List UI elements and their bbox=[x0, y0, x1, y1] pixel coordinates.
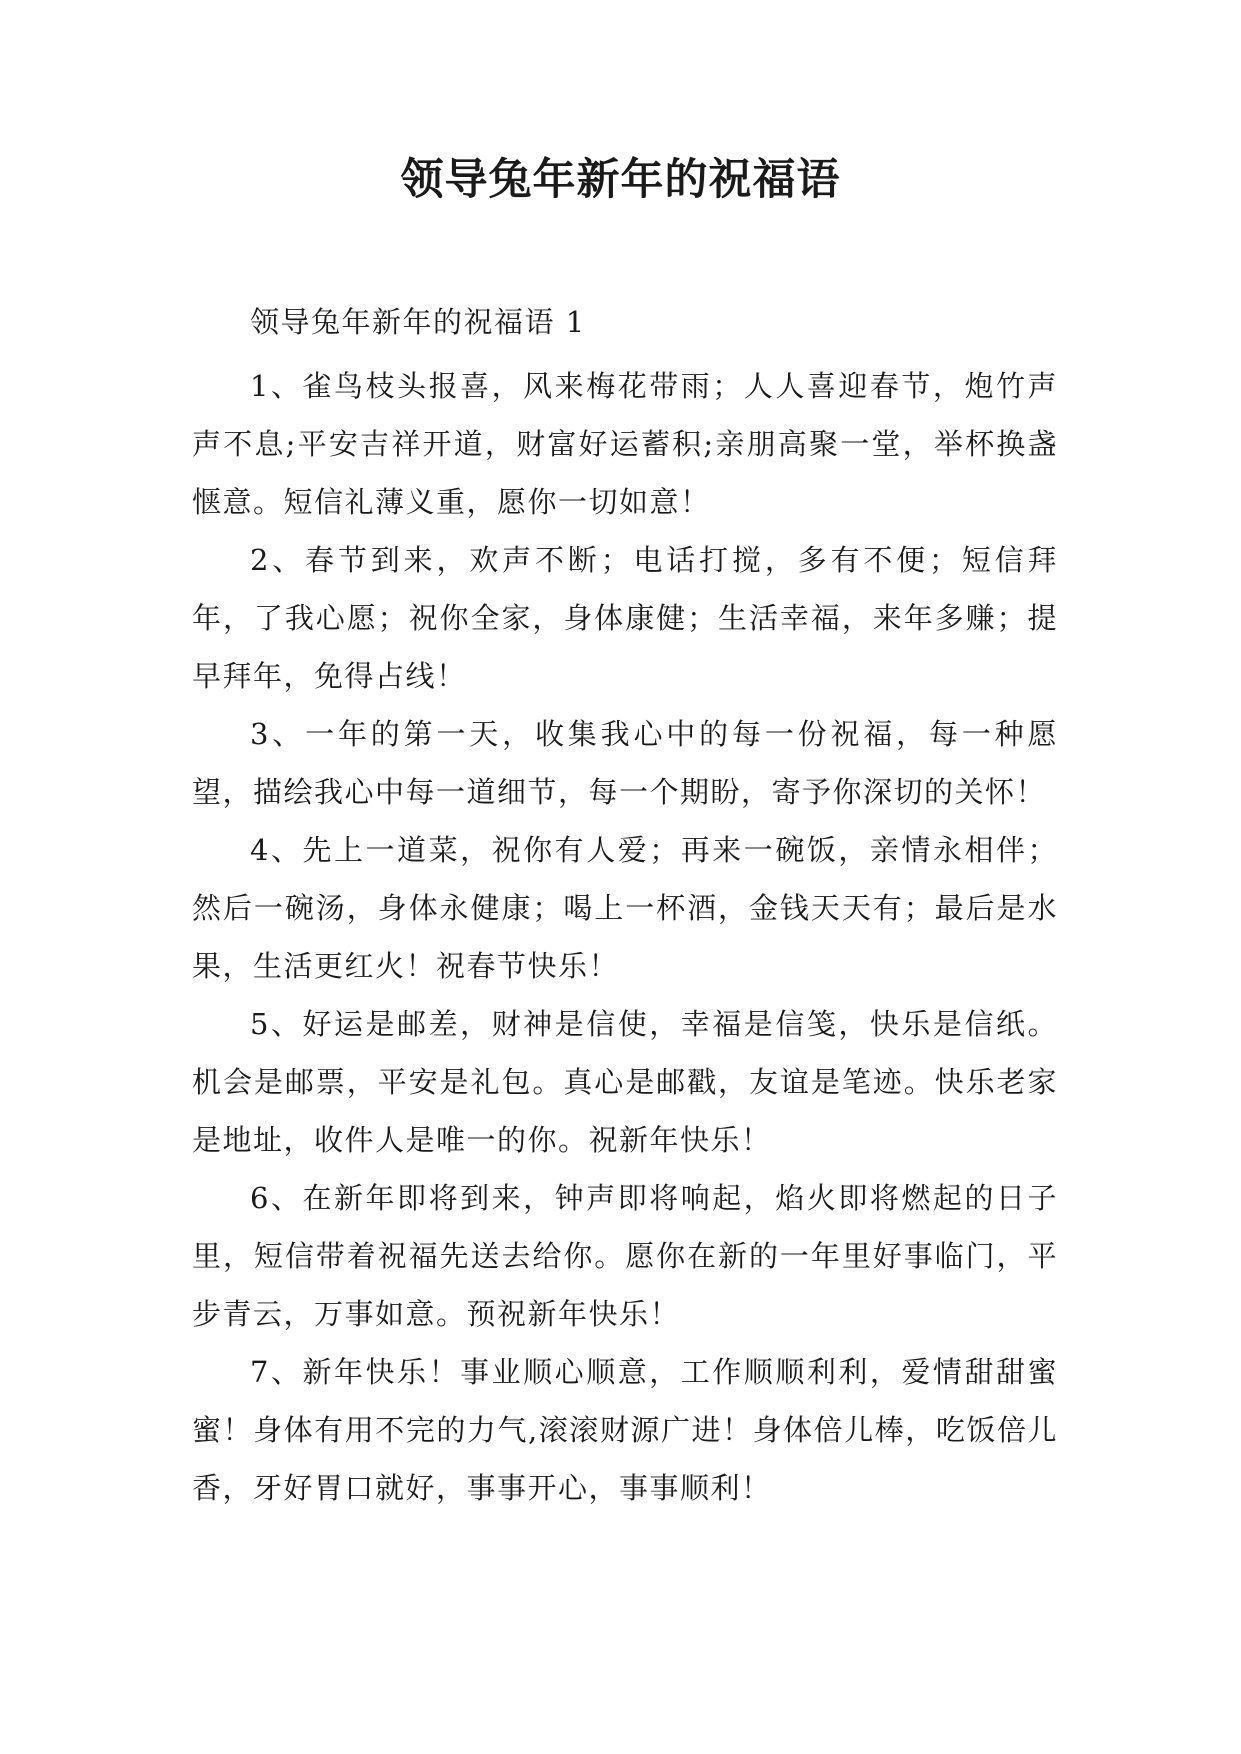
paragraph-4: 4、先上一道菜，祝你有人爱；再来一碗饭，亲情永相伴；然后一碗汤，身体永健康；喝上一杯酒，金钱天天有；最后是水果，生活更红火！祝春节快乐！ bbox=[192, 833, 1058, 983]
paragraph-7: 7、新年快乐！事业顺心顺意，工作顺顺利利，爱情甜甜蜜蜜！身体有用不完的力气,滚滚财源广进！身体倍儿棒，吃饭倍儿香，牙好胃口就好，事事开心，事事顺利！ bbox=[192, 1355, 1058, 1505]
section-heading: 领导兔年新年的祝福语 1 bbox=[250, 305, 586, 339]
document-body bbox=[192, 293, 1058, 1517]
paragraph-5: 5、好运是邮差，财神是信使，幸福是信笺，快乐是信纸。机会是邮票，平安是礼包。真心是邮戳，友谊是笔迹。快乐老家是地址，收件人是唯一的你。祝新年快乐！ bbox=[192, 1007, 1058, 1157]
paragraph-2: 2、春节到来，欢声不断；电话打搅，多有不便；短信拜年，了我心愿；祝你全家，身体康健；生活幸福，来年多赚；提早拜年，免得占线！ bbox=[192, 543, 1058, 693]
paragraph-3: 3、一年的第一天，收集我心中的每一份祝福，每一种愿望，描绘我心中每一道细节，每一个期盼，寄予你深切的关怀！ bbox=[192, 717, 1058, 809]
paragraph-6: 6、在新年即将到来，钟声即将响起，焰火即将燃起的日子里，短信带着祝福先送去给你。愿你在新的一年里好事临门，平步青云，万事如意。预祝新年快乐！ bbox=[192, 1181, 1058, 1331]
document-title: 领导兔年新年的祝福语 bbox=[400, 155, 841, 205]
paragraph-1: 1、雀鸟枝头报喜，风来梅花带雨；人人喜迎春节，炮竹声声不息;平安吉祥开道，财富好运蓄积;亲朋高聚一堂，举杯换盏惬意。短信礼薄义重，愿你一切如意！ bbox=[192, 369, 1058, 519]
